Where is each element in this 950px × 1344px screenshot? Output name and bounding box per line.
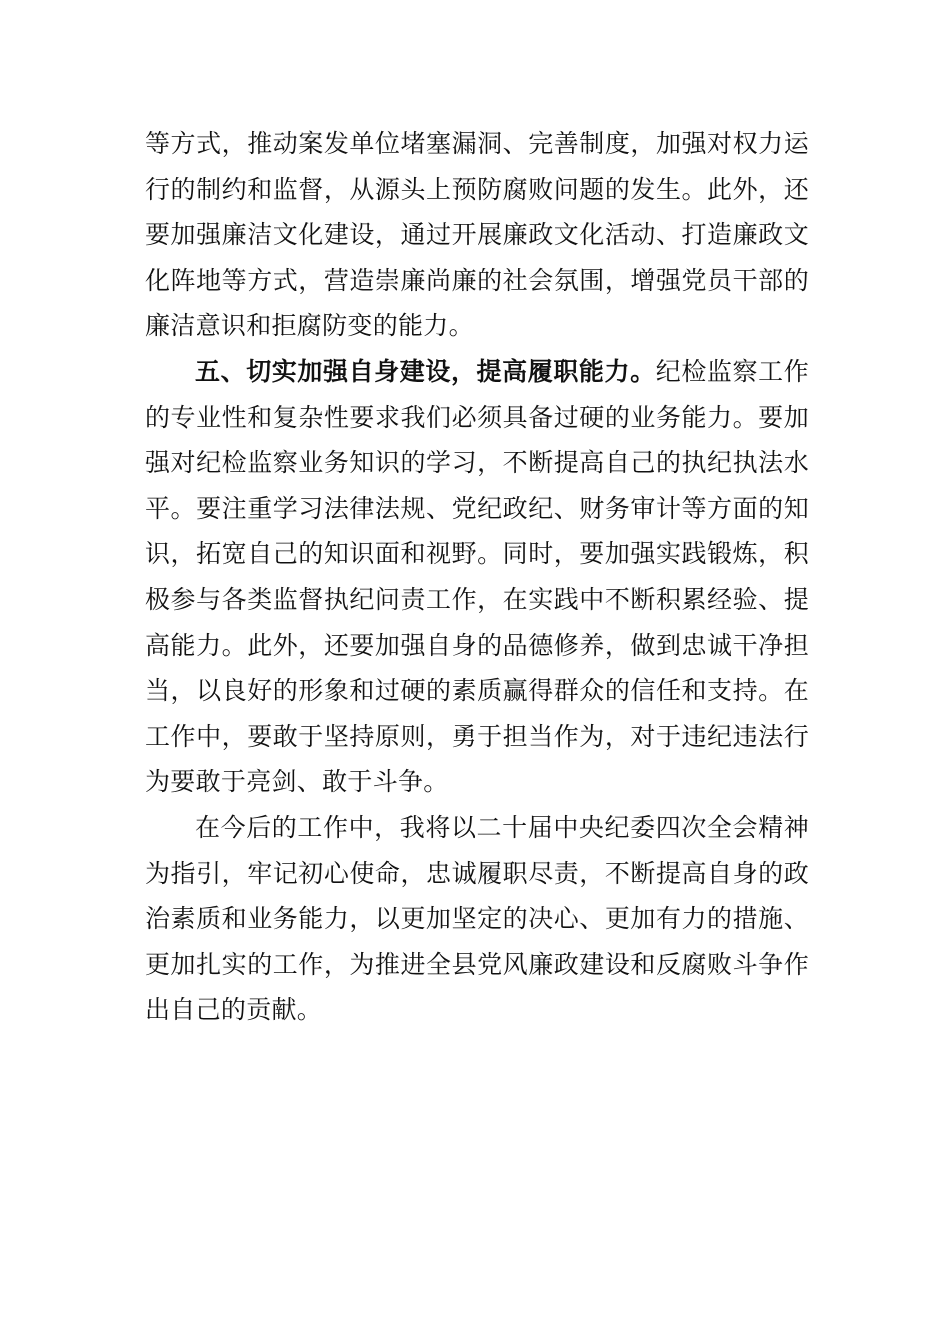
document-body [145, 121, 809, 1033]
paragraph-section-five [145, 349, 809, 805]
paragraph-text: 在今后的工作中，我将以二十届中央纪委四次全会精神为指引，牢记初心使命，忠诚履职尽责，不断提高自身的政治素质和业务能力，以更加坚定的决心、更加有力的措施、更加扎实的工作，为推进全县党风廉政建设和反腐败斗争作出自己的贡献。 [145, 812, 809, 1025]
paragraph-text: 纪检监察工作的专业性和复杂性要求我们必须具备过硬的业务能力。要加强对纪检监察业务知识的学习，不断提高自己的执纪执法水平。要注重学习法律法规、党纪政纪、财务审计等方面的知识，拓宽自己的知识面和视野。同时，要加强实践锻炼，积极参与各类监督执纪问责工作，在实践中不断积累经验、提高能力。此外，还要加强自身的品德修养，做到忠诚干净担当，以良好的形象和过硬的素质赢得群众的信任和支持。在工作中，要敢于坚持原则，勇于担当作为，对于违纪违法行为要敢于亮剑、敢于斗争。 [145, 356, 809, 797]
paragraph-conclusion [145, 805, 809, 1033]
section-heading: 五、切实加强自身建设，提高履职能力。 [195, 356, 656, 386]
paragraph-text: 等方式，推动案发单位堵塞漏洞、完善制度，加强对权力运行的制约和监督，从源头上预防腐败问题的发生。此外，还要加强廉洁文化建设，通过开展廉政文化活动、打造廉政文化阵地等方式，营造崇廉尚廉的社会氛围，增强党员干部的廉洁意识和拒腐防变的能力。 [145, 129, 809, 341]
paragraph-continuation [145, 121, 809, 349]
